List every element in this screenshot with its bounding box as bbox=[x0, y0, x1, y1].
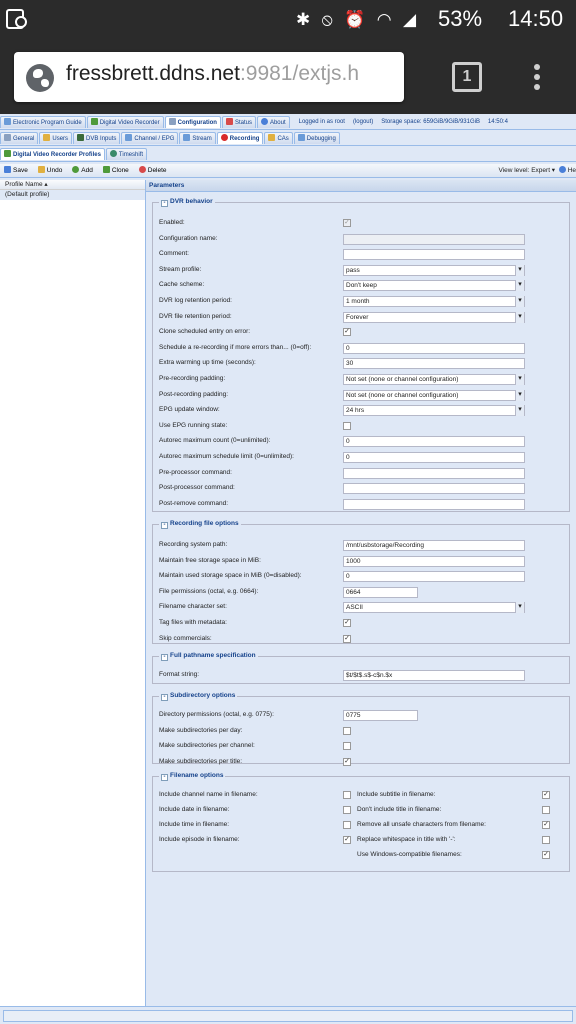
help-icon bbox=[559, 166, 566, 173]
logged-in-text: Logged in as root bbox=[298, 119, 345, 125]
parameters-panel bbox=[146, 180, 576, 1006]
add-icon bbox=[72, 166, 79, 173]
input-extra-warming-up-time-seconds[interactable]: 30 bbox=[343, 358, 525, 369]
field-label-make-subdirectories-per-channel: Make subdirectories per channel: bbox=[159, 742, 255, 750]
debug-icon bbox=[298, 134, 305, 141]
checkbox-make-subdirectories-per-title[interactable] bbox=[343, 758, 351, 766]
tab-epg[interactable]: Electronic Program Guide bbox=[0, 116, 86, 128]
wrench-icon bbox=[4, 134, 11, 141]
save-button[interactable]: Save bbox=[4, 164, 28, 178]
field-label-use-windows-compatible-filenames: Use Windows-compatible filenames: bbox=[357, 851, 462, 858]
field-label-extra-warming-up-time-seconds: Extra warming up time (seconds): bbox=[159, 359, 256, 367]
field-label-tag-files-with-metadata: Tag files with metadata: bbox=[159, 619, 227, 626]
collapse-icon: - bbox=[161, 522, 168, 529]
clone-button[interactable]: Clone bbox=[103, 164, 129, 178]
list-icon bbox=[125, 134, 132, 141]
collapse-icon: - bbox=[161, 774, 168, 781]
checkbox-enabled[interactable] bbox=[343, 219, 351, 227]
epg-icon bbox=[4, 118, 11, 125]
battery-level: 53% bbox=[438, 6, 483, 31]
subdirectory-legend[interactable]: - Subdirectory options bbox=[159, 692, 237, 701]
parameters-header: Parameters bbox=[146, 180, 576, 192]
subtab-general[interactable]: General bbox=[0, 132, 38, 144]
status-footer bbox=[0, 1006, 576, 1024]
field-label-include-episode-in-filename: Include episode in filename: bbox=[159, 836, 240, 843]
field-label-replace-whitespace-in-title-with: Replace whitespace in title with '-': bbox=[357, 836, 456, 843]
field-label-include-time-in-filename: Include time in filename: bbox=[159, 821, 230, 828]
dvr-behavior-legend[interactable]: - DVR behavior bbox=[159, 198, 215, 207]
url-host: fressbrett.ddns.net bbox=[66, 62, 240, 85]
config-subtab-bar bbox=[0, 132, 576, 146]
input-autorec-maximum-schedule-limit-0-unlimit[interactable]: 0 bbox=[343, 452, 525, 463]
tvheadend-app bbox=[0, 114, 576, 1024]
checkbox-include-time-in-filename[interactable] bbox=[343, 821, 351, 829]
field-label-comment: Comment: bbox=[159, 250, 189, 258]
undo-icon bbox=[38, 166, 45, 173]
field-label-include-channel-name-in-filename: Include channel name in filename: bbox=[159, 791, 258, 798]
collapse-icon: - bbox=[161, 654, 168, 661]
android-status-bar bbox=[0, 0, 576, 40]
field-label-format-string: Format string: bbox=[159, 671, 200, 678]
field-label-use-epg-running-state: Use EPG running state: bbox=[159, 421, 228, 429]
delete-icon bbox=[139, 166, 146, 173]
toolbar-right: View level: Expert ▾ He bbox=[498, 167, 576, 174]
input-post-remove-command[interactable] bbox=[343, 499, 525, 510]
field-label-file-permissions-octal-e-g-0664: File permissions (octal, e.g. 0664): bbox=[159, 587, 259, 595]
subtab-dvb-inputs[interactable]: DVB Inputs bbox=[73, 132, 120, 144]
select-filename-character-set[interactable]: ASCII ▾ bbox=[343, 602, 525, 613]
subtab-stream[interactable]: Stream bbox=[179, 132, 215, 144]
status-icon bbox=[226, 118, 233, 125]
field-label-post-remove-command: Post-remove command: bbox=[159, 499, 228, 507]
field-label-clone-scheduled-entry-on-error: Clone scheduled entry on error: bbox=[159, 328, 251, 336]
field-label-configuration-name: Configuration name: bbox=[159, 234, 218, 242]
select-epg-update-window[interactable]: 24 hrs ▾ bbox=[343, 405, 525, 416]
tv-icon bbox=[77, 134, 84, 141]
field-label-stream-profile: Stream profile: bbox=[159, 265, 202, 273]
users-icon bbox=[43, 134, 50, 141]
field-label-directory-permissions-octal-e-g-0775: Directory permissions (octal, e.g. 0775): bbox=[159, 711, 274, 718]
subtab-debugging[interactable]: Debugging bbox=[294, 132, 340, 144]
field-label-pre-processor-command: Pre-processor command: bbox=[159, 468, 232, 476]
input-pre-processor-command[interactable] bbox=[343, 468, 525, 479]
field-label-post-processor-command: Post-processor command: bbox=[159, 484, 235, 492]
clock-icon bbox=[110, 150, 117, 157]
subdirectory-fieldset bbox=[152, 692, 570, 764]
select-dvr-log-retention-period[interactable]: 1 month ▾ bbox=[343, 296, 525, 307]
recording-file-fieldset bbox=[152, 520, 570, 644]
input-comment[interactable] bbox=[343, 249, 525, 260]
field-label-include-subtitle-in-filename: Include subtitle in filename: bbox=[357, 791, 436, 798]
clock: 14:50 bbox=[508, 6, 564, 31]
filename-options-legend[interactable]: - Filename options bbox=[159, 772, 225, 781]
checkbox-use-epg-running-state[interactable] bbox=[343, 422, 351, 430]
download-notification-icon bbox=[6, 9, 24, 29]
tab-switcher-button[interactable]: 1 bbox=[452, 62, 482, 92]
status-icons: ✱ ⦸ ⏰ ◠ ◢ bbox=[296, 10, 420, 30]
checkbox-clone-scheduled-entry-on-error[interactable] bbox=[343, 328, 351, 336]
field-label-epg-update-window: EPG update window: bbox=[159, 406, 220, 414]
undo-button[interactable]: Undo bbox=[38, 164, 63, 178]
field-label-don-t-include-title-in-filename: Don't include title in filename: bbox=[357, 806, 442, 813]
save-icon bbox=[4, 166, 11, 173]
filename-options-fieldset bbox=[152, 772, 570, 872]
input-configuration-name[interactable] bbox=[343, 234, 525, 245]
field-label-skip-commercials: Skip commercials: bbox=[159, 634, 212, 642]
input-autorec-maximum-count-0-unlimited[interactable]: 0 bbox=[343, 436, 525, 447]
field-label-dvr-log-retention-period: DVR log retention period: bbox=[159, 297, 232, 304]
field-label-maintain-used-storage-space-in-mib-0-dis: Maintain used storage space in MiB (0=disabled): bbox=[159, 572, 302, 580]
select-dvr-file-retention-period[interactable]: Forever ▾ bbox=[343, 312, 525, 323]
select-cache-scheme[interactable]: Don't keep ▾ bbox=[343, 280, 525, 291]
add-button[interactable]: Add bbox=[72, 164, 93, 178]
collapse-icon: - bbox=[161, 694, 168, 701]
checkbox-remove-all-unsafe-characters-from-filena[interactable] bbox=[542, 821, 550, 829]
checkbox-include-channel-name-in-filename[interactable] bbox=[343, 791, 351, 799]
checkbox-tag-files-with-metadata[interactable] bbox=[343, 619, 351, 627]
input-post-processor-command[interactable] bbox=[343, 483, 525, 494]
browser-toolbar bbox=[0, 40, 576, 114]
input-recording-system-path[interactable]: /mnt/usbstorage/Recording bbox=[343, 540, 525, 551]
dvr-icon bbox=[4, 150, 11, 157]
field-label-enabled: Enabled: bbox=[159, 219, 185, 226]
field-label-post-recording-padding: Post-recording padding: bbox=[159, 390, 229, 398]
profile-list-panel bbox=[0, 180, 146, 1006]
field-label-pre-recording-padding: Pre-recording padding: bbox=[159, 375, 226, 382]
dvr-behavior-fieldset bbox=[152, 198, 570, 512]
server-time: 14:50:4 bbox=[487, 119, 508, 125]
field-label-make-subdirectories-per-title: Make subdirectories per title: bbox=[159, 757, 243, 765]
profile-toolbar bbox=[0, 164, 576, 178]
tab-dvr[interactable]: Digital Video Recorder bbox=[87, 116, 164, 128]
field-label-maintain-free-storage-space-in-mib: Maintain free storage space in MiB: bbox=[159, 556, 261, 564]
record-icon bbox=[221, 134, 228, 141]
main-tab-bar bbox=[0, 116, 576, 130]
checkbox-skip-commercials[interactable] bbox=[343, 635, 351, 643]
field-label-cache-scheme: Cache scheme: bbox=[159, 281, 205, 289]
field-label-include-date-in-filename: Include date in filename: bbox=[159, 806, 230, 813]
wrench-icon bbox=[169, 118, 176, 125]
browser-menu-icon[interactable] bbox=[534, 64, 540, 94]
field-label-filename-character-set: Filename character set: bbox=[159, 603, 227, 611]
checkbox-replace-whitespace-in-title-with[interactable] bbox=[542, 836, 550, 844]
tab-status[interactable]: Status bbox=[222, 116, 256, 128]
checkbox-make-subdirectories-per-channel[interactable] bbox=[343, 742, 351, 750]
logout-link[interactable]: (logout) bbox=[352, 119, 374, 125]
checkbox-include-date-in-filename[interactable] bbox=[343, 806, 351, 814]
field-label-dvr-file-retention-period: DVR file retention period: bbox=[159, 312, 232, 320]
address-bar[interactable] bbox=[14, 52, 404, 102]
input-maintain-free-storage-space-in-mib[interactable]: 1000 bbox=[343, 556, 525, 567]
collapse-icon: - bbox=[161, 200, 168, 207]
checkbox-don-t-include-title-in-filename[interactable] bbox=[542, 806, 550, 814]
input-file-permissions-octal-e-g-0664[interactable]: 0664 bbox=[343, 587, 418, 598]
field-label-autorec-maximum-count-0-unlimited: Autorec maximum count (0=unlimited): bbox=[159, 437, 271, 445]
url-text[interactable] bbox=[66, 62, 396, 86]
dvr-icon bbox=[91, 118, 98, 125]
input-maintain-used-storage-space-in-mib-0-dis[interactable]: 0 bbox=[343, 571, 525, 582]
checkbox-use-windows-compatible-filenames[interactable] bbox=[542, 851, 550, 859]
checkbox-include-episode-in-filename[interactable] bbox=[343, 836, 351, 844]
tab-about[interactable]: About bbox=[257, 116, 290, 128]
field-label-remove-all-unsafe-characters-from-filena: Remove all unsafe characters from filename: bbox=[357, 821, 486, 828]
subtab-users[interactable]: Users bbox=[39, 132, 72, 144]
subtab-timeshift[interactable]: Timeshift bbox=[106, 148, 147, 160]
url-path: :9981/extjs.h bbox=[239, 62, 360, 85]
profile-row[interactable]: (Default profile) bbox=[0, 190, 145, 200]
info-icon bbox=[261, 118, 268, 125]
field-label-recording-system-path: Recording system path: bbox=[159, 541, 228, 548]
field-label-autorec-maximum-schedule-limit-0-unlimit: Autorec maximum schedule limit (0=unlimited): bbox=[159, 453, 294, 460]
select-post-recording-padding[interactable]: Not set (none or channel configuration) ▾ bbox=[343, 390, 525, 401]
view-level-select[interactable]: View level: Expert bbox=[498, 167, 550, 174]
help-button[interactable]: He bbox=[567, 167, 576, 174]
globe-icon bbox=[26, 64, 54, 92]
input-schedule-a-re-recording-if-more-errors-t[interactable]: 0 bbox=[343, 343, 525, 354]
field-label-schedule-a-re-recording-if-more-errors-t: Schedule a re-recording if more errors than... (0=off): bbox=[159, 343, 312, 351]
select-pre-recording-padding[interactable]: Not set (none or channel configuration) ▾ bbox=[343, 374, 525, 385]
subtab-cas[interactable]: CAs bbox=[264, 132, 292, 144]
subtab-channel-epg[interactable]: Channel / EPG bbox=[121, 132, 178, 144]
field-label-make-subdirectories-per-day: Make subdirectories per day: bbox=[159, 726, 243, 734]
recording-subtab-bar bbox=[0, 148, 576, 162]
full-pathname-fieldset bbox=[152, 652, 570, 684]
subtab-recording[interactable]: Recording bbox=[217, 132, 264, 144]
recording-file-legend[interactable]: - Recording file options bbox=[159, 520, 241, 529]
checkbox-make-subdirectories-per-day[interactable] bbox=[343, 727, 351, 735]
key-icon bbox=[268, 134, 275, 141]
clone-icon bbox=[103, 166, 110, 173]
tab-configuration[interactable]: Configuration bbox=[165, 116, 221, 128]
input-format-string[interactable]: $t/$t$.s$-c$n.$x bbox=[343, 670, 525, 681]
subtab-dvr-profiles[interactable]: Digital Video Recorder Profiles bbox=[0, 148, 105, 160]
input-directory-permissions-octal-e-g-0775[interactable]: 0775 bbox=[343, 710, 418, 721]
select-stream-profile[interactable]: pass ▾ bbox=[343, 265, 525, 276]
profile-name-column-header[interactable]: Profile Name ▴ bbox=[0, 180, 145, 190]
checkbox-include-subtitle-in-filename[interactable] bbox=[542, 791, 550, 799]
delete-button[interactable]: Delete bbox=[139, 164, 167, 178]
stream-icon bbox=[183, 134, 190, 141]
full-pathname-legend[interactable]: - Full pathname specification bbox=[159, 652, 258, 661]
storage-text: Storage space: 659GiB/9GiB/931GiB bbox=[381, 119, 480, 125]
